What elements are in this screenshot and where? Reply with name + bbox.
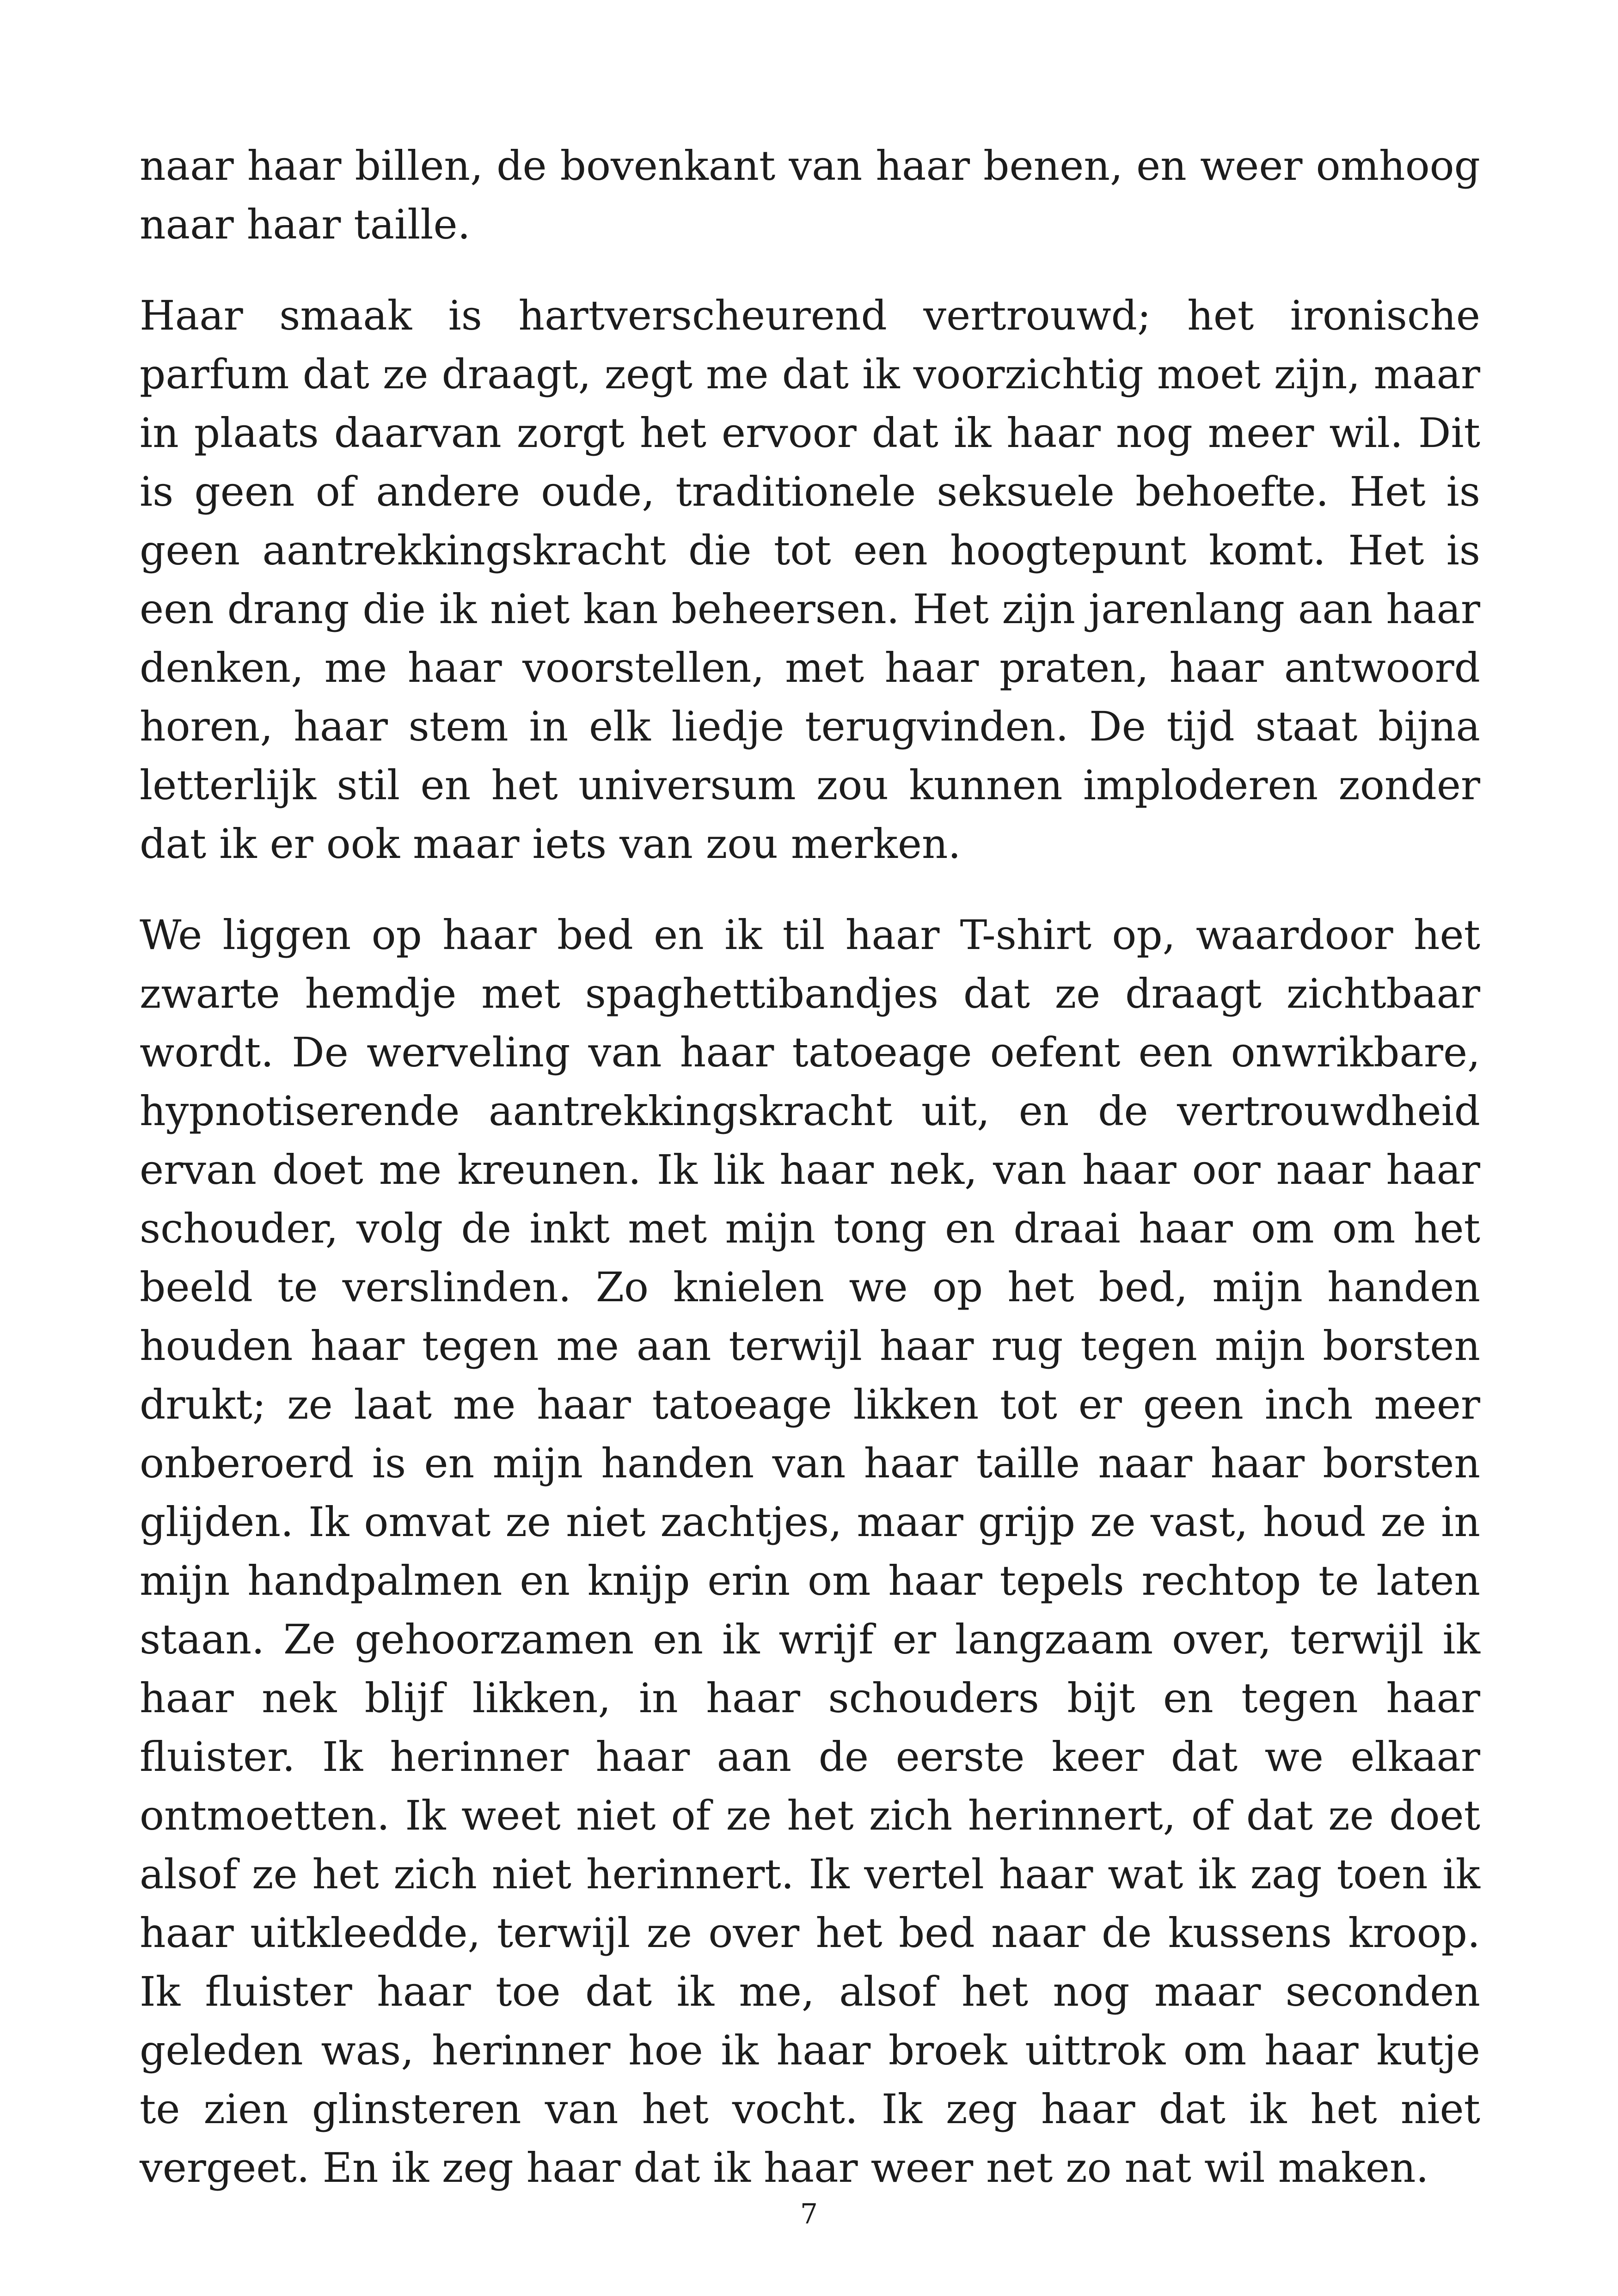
body-text <box>140 136 1480 2197</box>
paragraph-1: naar haar billen, de bovenkant van haar benen, en weer omhoog naar haar taille. <box>140 142 1480 248</box>
paragraph-2: Haar smaak is hartverscheurend vertrouwd; het ironische parfum dat ze draagt, zegt me dat ik voorzichtig moet zijn, maar in plaats daarvan zorgt het ervoor dat ik haar nog meer wil. Dit is geen of andere oude, traditionele seksuele behoefte. Het is geen aantrekkingskracht die tot een hoogtepunt komt. Het is een drang die ik niet kan beheersen. Het zijn jarenlang aan haar denken, me haar voorstellen, met haar praten, haar antwoord horen, haar stem in elk liedje terugvinden. De tijd staat bijna letterlijk stil en het universum zou kunnen imploderen zonder dat ik er ook maar iets van zou merken. <box>140 292 1480 868</box>
paragraph-3: We liggen op haar bed en ik til haar T-shirt op, waardoor het zwarte hemdje met spaghettibandjes dat ze draagt zichtbaar wordt. De werveling van haar tatoeage oefent een onwrikbare, hypnotiserende aantrekkingskracht uit, en de vertrouwdheid ervan doet me kreunen. Ik lik haar nek, van haar oor naar haar schouder, volg de inkt met mijn tong en draai haar om om het beeld te verslinden. Zo knielen we op het bed, mijn handen houden haar tegen me aan terwijl haar rug tegen mijn borsten drukt; ze laat me haar tatoeage likken tot er geen inch meer onberoerd is en mijn handen van haar taille naar haar borsten glijden. Ik omvat ze niet zachtjes, maar grijp ze vast, houd ze in mijn handpalmen en knijp erin om haar tepels rechtop te laten staan. Ze gehoorzamen en ik wrijf er langzaam over, terwijl ik haar nek blijf likken, in haar schouders bijt en tegen haar fluister. Ik herinner haar aan de eerste keer dat we elkaar ontmoetten. Ik weet niet of ze het zich herinnert, of dat ze doet alsof ze het zich niet herinnert. Ik vertel haar wat ik zag toen ik haar uitkleedde, terwijl ze over het bed naar de kussens kroop. Ik fluister haar toe dat ik me, alsof het nog maar seconden geleden was, herinner hoe ik haar broek uittrok om haar kutje te zien glinsteren van het vocht. Ik zeg haar dat ik het niet vergeet. En ik zeg haar dat ik haar weer net zo nat wil maken. <box>140 911 1480 2192</box>
page-number: 7 <box>800 2198 818 2230</box>
